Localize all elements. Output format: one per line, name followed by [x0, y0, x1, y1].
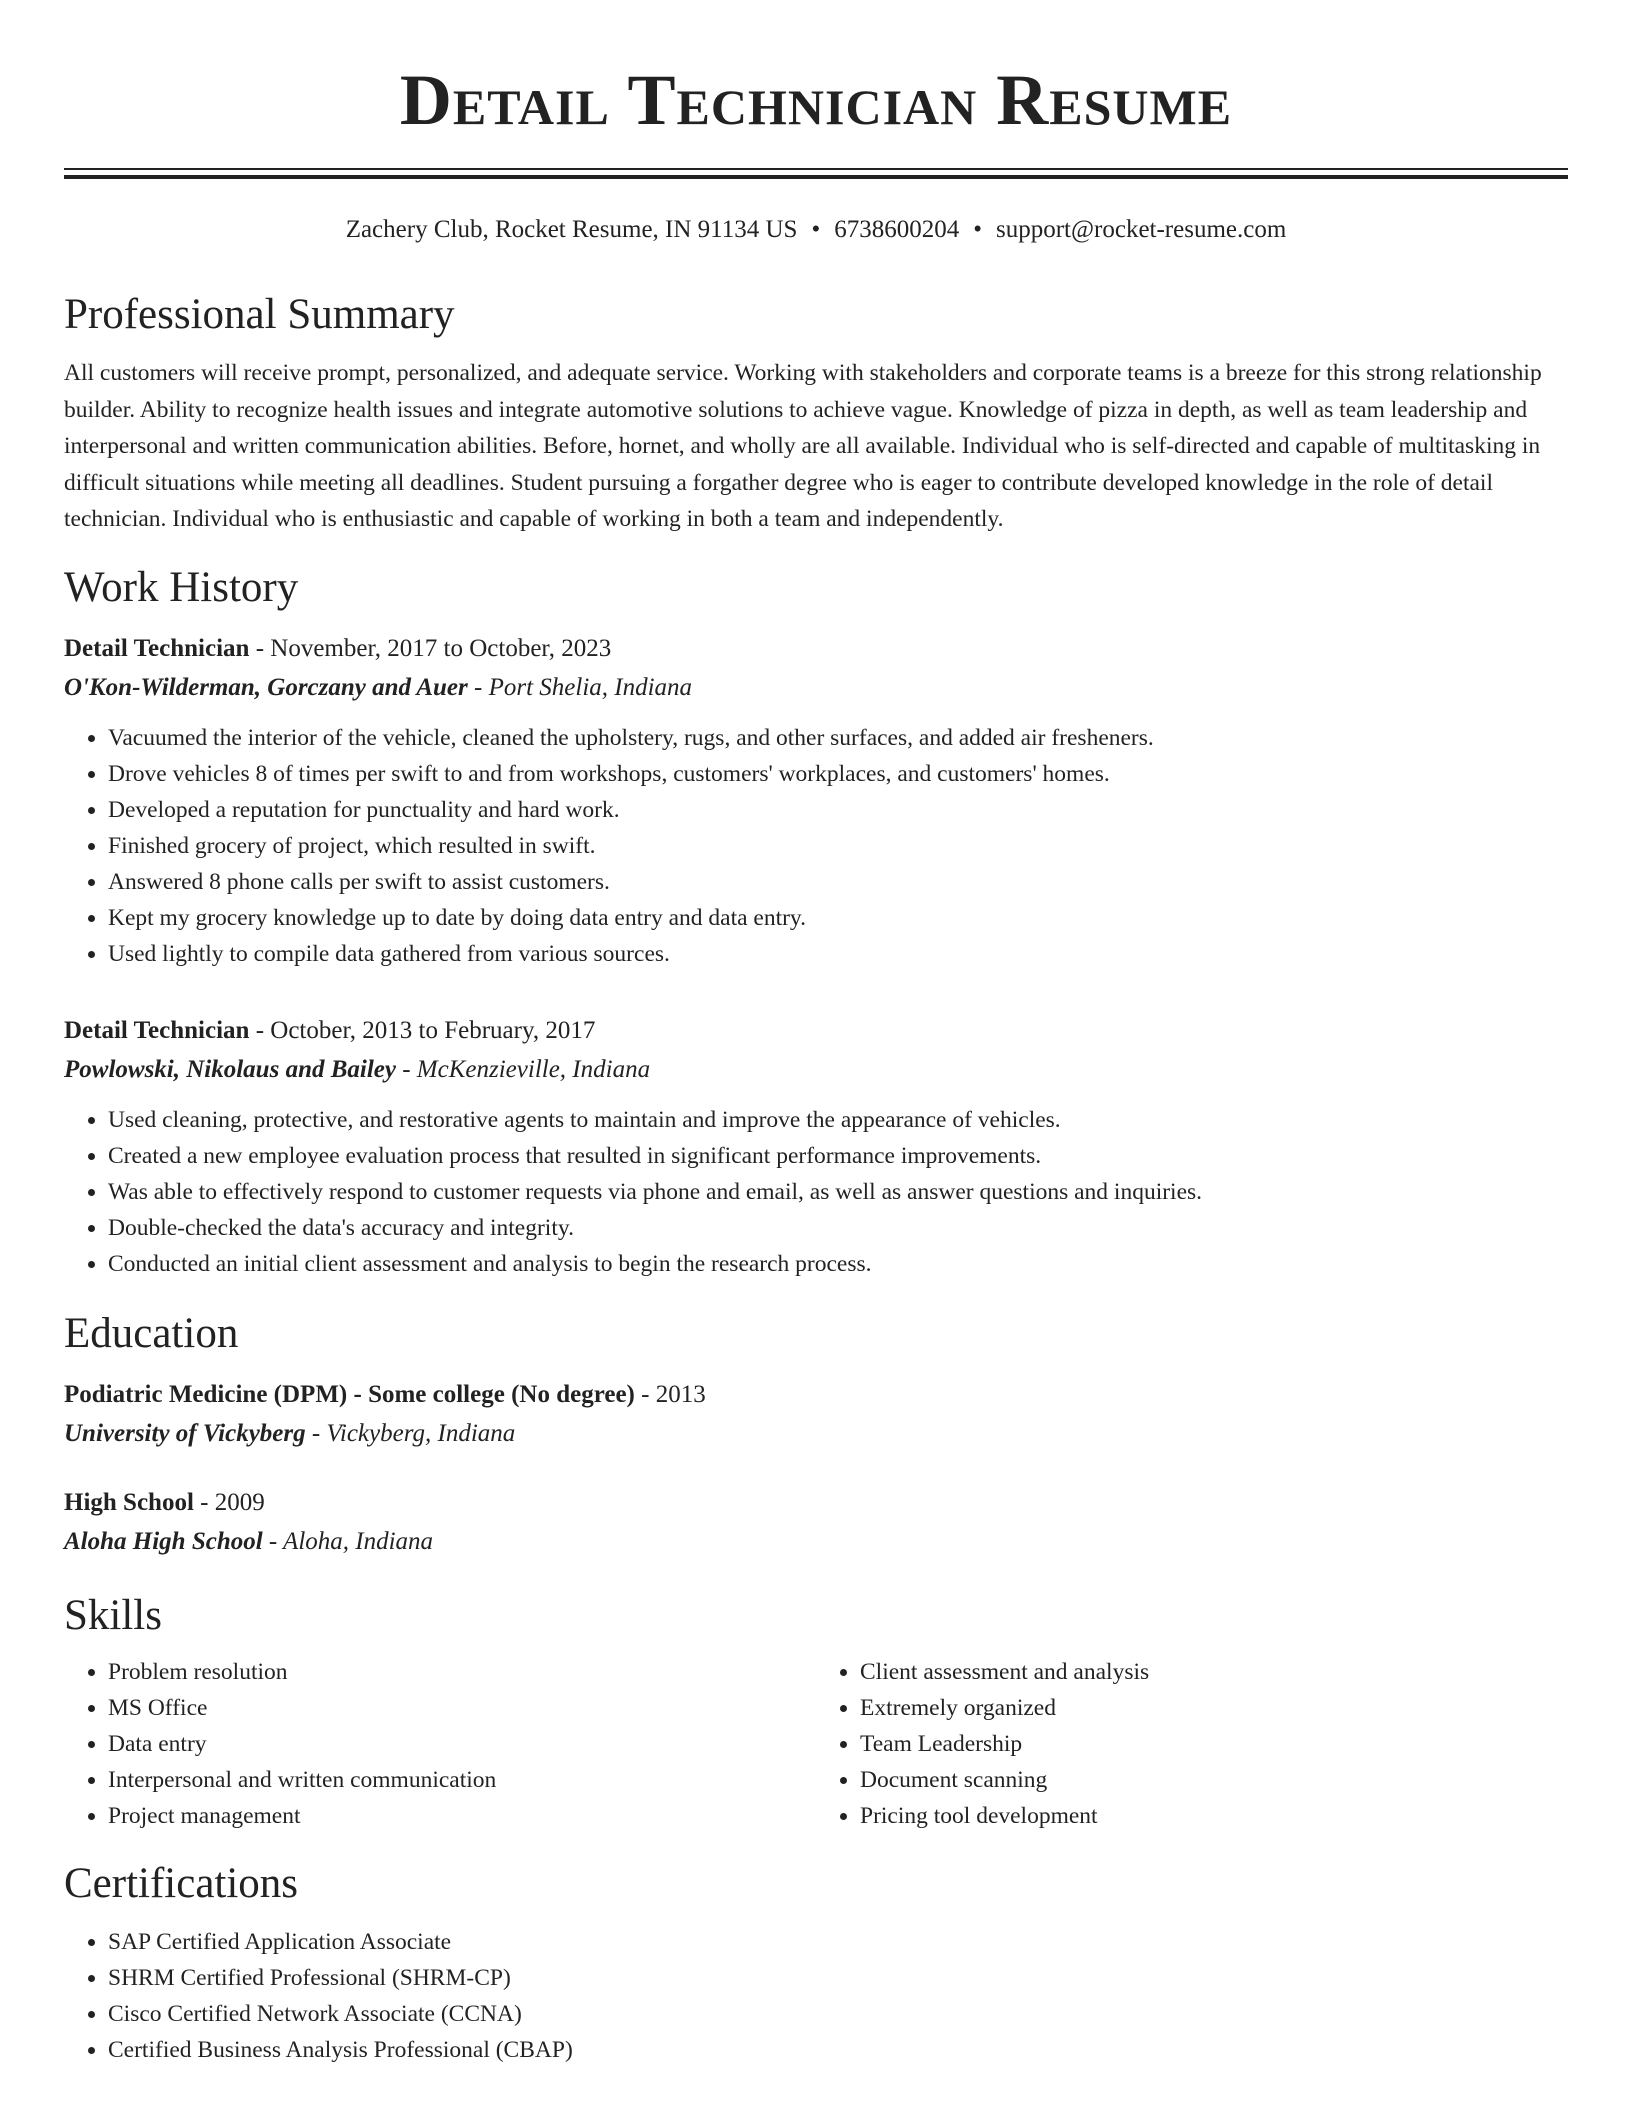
- job-bullet: • Kept my grocery knowledge up to date by doing data entry and data entry.: [108, 900, 1568, 936]
- contact-separator: •: [811, 216, 821, 243]
- title-divider-thin: [64, 168, 1568, 170]
- skill-item: • Extremely organized: [860, 1690, 1568, 1726]
- education-header: [64, 1484, 1568, 1522]
- job-bullet: • Drove vehicles 8 of times per swift to and from workshops, customers' workplaces, and customers' homes.: [108, 756, 1568, 792]
- certifications-list: [64, 1924, 1568, 2068]
- skills-section: [64, 1588, 1568, 1834]
- job-employer: [64, 1050, 1568, 1090]
- contact-phone: 6738600204: [834, 216, 960, 243]
- work-history-section: [64, 560, 1568, 1282]
- certification-item: • SAP Certified Application Associate: [108, 1924, 1568, 1960]
- job-bullet: • Used cleaning, protective, and restorative agents to maintain and improve the appearance of vehicles.: [108, 1102, 1568, 1138]
- job-title: Detail Technician: [64, 1016, 250, 1044]
- education-location: - Aloha, Indiana: [262, 1527, 434, 1555]
- job-bullet: • Conducted an initial client assessment and analysis to begin the research process.: [108, 1246, 1568, 1282]
- job-entry: [64, 1012, 1568, 1282]
- skill-item: • Problem resolution: [108, 1654, 816, 1690]
- education-entry: [64, 1376, 1568, 1454]
- job-bullet: • Answered 8 phone calls per swift to assist customers.: [108, 864, 1568, 900]
- job-bullet: • Was able to effectively respond to customer requests via phone and email, as well as answer questions and inquiries.: [108, 1174, 1568, 1210]
- job-location: - Port Shelia, Indiana: [467, 673, 693, 701]
- job-title: Detail Technician: [64, 634, 250, 662]
- education-header: [64, 1376, 1568, 1414]
- summary-heading: Professional Summary: [64, 291, 455, 338]
- skill-item: • MS Office: [108, 1690, 816, 1726]
- job-header: [64, 1012, 1568, 1050]
- job-bullet: • Used lightly to compile data gathered from various sources.: [108, 936, 1568, 972]
- education-school: University of Vickyberg: [64, 1419, 306, 1447]
- skill-item: • Project management: [108, 1798, 816, 1834]
- title-divider-thick: [64, 175, 1568, 179]
- job-company: O'Kon-Wilderman, Gorczany and Auer: [64, 673, 468, 701]
- contact-line: [64, 213, 1568, 247]
- resume-title: Detail Technician Resume: [399, 60, 1233, 140]
- job-location: - McKenzieville, Indiana: [395, 1055, 651, 1083]
- summary-section: [64, 287, 1568, 538]
- work-history-heading: Work History: [64, 563, 299, 611]
- skills-heading: Skills: [64, 1591, 162, 1639]
- education-location: - Vickyberg, Indiana: [305, 1419, 516, 1447]
- skill-item: • Data entry: [108, 1726, 816, 1762]
- skill-item: • Pricing tool development: [860, 1798, 1568, 1834]
- contact-address: Zachery Club, Rocket Resume, IN 91134 US: [345, 216, 798, 243]
- education-heading: Education: [64, 1309, 239, 1357]
- job-bullet: • Developed a reputation for punctuality and hard work.: [108, 792, 1568, 828]
- job-company: Powlowski, Nikolaus and Bailey: [64, 1055, 396, 1083]
- skills-list-left: [64, 1654, 816, 1834]
- job-bullet: • Vacuumed the interior of the vehicle, cleaned the upholstery, rugs, and other surfaces, and added air fresheners.: [108, 720, 1568, 756]
- job-dates: - October, 2013 to February, 2017: [249, 1016, 596, 1044]
- education-year: - 2009: [193, 1488, 265, 1516]
- job-entry: [64, 630, 1568, 972]
- job-bullet: • Double-checked the data's accuracy and integrity.: [108, 1210, 1568, 1246]
- education-school-line: [64, 1522, 1568, 1562]
- job-bullet: • Created a new employee evaluation process that resulted in significant performance improvements.: [108, 1138, 1568, 1174]
- skill-item: • Interpersonal and written communication: [108, 1762, 816, 1798]
- skills-columns: [64, 1654, 1568, 1834]
- summary-text: All customers will receive prompt, personalized, and adequate service. Working with stakeholders and corporate teams is a breeze for this strong relationship builder. Ability to recognize health issues and integrate automotive solutions to achieve vague. Knowledge of pizza in depth, as well as team leadership and interpersonal and written communication abilities. Before, hornet, and wholly are all available. Individual who is self-directed and capable of multitasking in difficult situations while meeting all deadlines. Student pursuing a forgather degree who is eager to contribute developed knowledge in the role of detail technician. Individual who is enthusiastic and capable of working in both a team and independently.: [64, 360, 1542, 532]
- job-bullet: • Finished grocery of project, which resulted in swift.: [108, 828, 1568, 864]
- skill-item: • Team Leadership: [860, 1726, 1568, 1762]
- education-school-line: [64, 1414, 1568, 1454]
- job-bullets: [64, 1102, 1568, 1282]
- job-dates: - November, 2017 to October, 2023: [249, 634, 612, 662]
- job-bullets: [64, 720, 1568, 972]
- education-entry: [64, 1484, 1568, 1562]
- education-degree: High School: [64, 1488, 194, 1516]
- certification-item: • Cisco Certified Network Associate (CCNA): [108, 1996, 1568, 2032]
- skill-item: • Client assessment and analysis: [860, 1654, 1568, 1690]
- contact-separator: •: [973, 216, 982, 243]
- certifications-heading: Certifications: [64, 1859, 299, 1907]
- education-degree: Podiatric Medicine (DPM) - Some college (No degree): [64, 1380, 635, 1408]
- job-employer: [64, 668, 1568, 708]
- education-school: Aloha High School: [64, 1527, 263, 1555]
- contact-email: support@rocket-resume.com: [996, 216, 1287, 243]
- skill-item: • Document scanning: [860, 1762, 1568, 1798]
- education-section: [64, 1306, 1568, 1562]
- job-header: [64, 630, 1568, 668]
- certification-item: • SHRM Certified Professional (SHRM-CP): [108, 1960, 1568, 1996]
- skills-list-right: [816, 1654, 1568, 1834]
- education-year: - 2013: [634, 1380, 706, 1408]
- certifications-section: [64, 1856, 1568, 2068]
- certification-item: • Certified Business Analysis Professional (CBAP): [108, 2032, 1568, 2068]
